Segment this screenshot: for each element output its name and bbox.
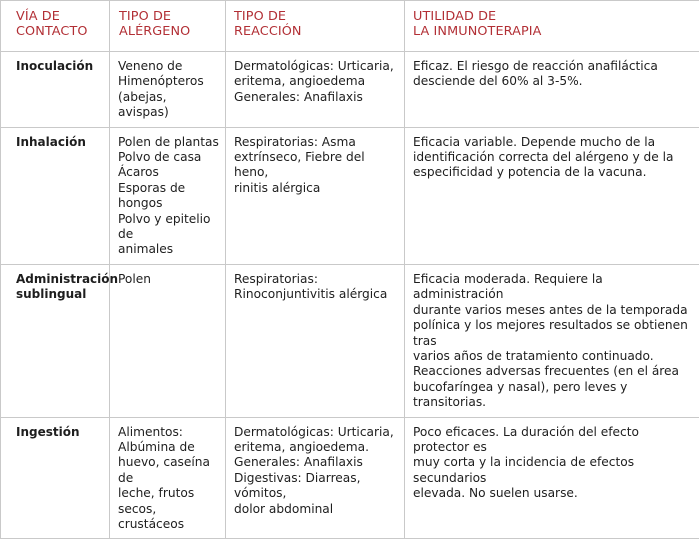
text-line: Alimentos:: [118, 425, 219, 440]
text-line: animales: [118, 242, 219, 257]
text-line: sublingual: [16, 287, 105, 302]
text-line: huevo, caseína de: [118, 455, 219, 486]
text-line: Eficacia variable. Depende mucho de la: [413, 135, 693, 150]
text-line: polínica y los mejores resultados se obtienen tras: [413, 318, 693, 349]
cell-content: [110, 128, 225, 264]
text-line: Esporas de: [118, 181, 219, 196]
text-line: ALÉRGENO: [119, 24, 218, 39]
text-line: Eficacia moderada. Requiere la administración: [413, 272, 693, 303]
cell-content: [1, 265, 109, 309]
cell-utilidad: [405, 127, 699, 264]
header-tipo-de-alergeno: [110, 1, 226, 52]
cell-reaccion: [226, 127, 405, 264]
text-line: eritema, angioedema.: [234, 440, 398, 455]
cell-utilidad: [405, 264, 699, 417]
text-line: durante varios meses antes de la temporada: [413, 303, 693, 318]
text-line: identificación correcta del alérgeno y de la: [413, 150, 693, 165]
header-cell: [110, 1, 225, 46]
text-line: Polen: [118, 272, 219, 287]
cell-content: [110, 418, 225, 539]
text-line: Rinoconjuntivitis alérgica: [234, 287, 398, 302]
cell-content: [1, 52, 109, 80]
text-line: CONTACTO: [16, 24, 102, 39]
cell-content: [226, 418, 404, 523]
header-tipo-de-reaccion: [226, 1, 405, 52]
text-line: muy corta y la incidencia de efectos secundarios: [413, 455, 693, 486]
text-line: Digestivas: Diarreas, vómitos,: [234, 471, 398, 502]
text-line: especificidad y potencia de la vacuna.: [413, 165, 693, 180]
text-line: varios años de tratamiento continuado.: [413, 349, 693, 364]
cell-content: [226, 128, 404, 203]
cell-content: [405, 265, 699, 417]
table-row: [1, 264, 699, 417]
cell-alergeno: [110, 52, 226, 128]
text-line: REACCIÓN: [234, 24, 397, 39]
cell-alergeno: [110, 264, 226, 417]
text-line: Administración: [16, 272, 105, 287]
cell-content: [226, 265, 404, 309]
text-line: Dermatológicas: Urticaria,: [234, 59, 398, 74]
cell-content: [405, 128, 699, 187]
header-cell: [1, 1, 109, 46]
cell-utilidad: [405, 417, 699, 539]
cell-content: [110, 52, 225, 127]
text-line: Ácaros: [118, 165, 219, 180]
text-line: leche, frutos: [118, 486, 219, 501]
table-header-row: [1, 1, 699, 52]
cell-via: [1, 264, 110, 417]
text-line: (abejas, avispas): [118, 90, 219, 121]
text-line: Himenópteros: [118, 74, 219, 89]
table-row: [1, 127, 699, 264]
cell-content: [405, 52, 699, 96]
cell-alergeno: [110, 417, 226, 539]
cell-via: [1, 52, 110, 128]
text-line: Respiratorias:: [234, 272, 398, 287]
cell-content: [1, 418, 109, 446]
text-line: Ingestión: [16, 425, 105, 440]
table-row: [1, 417, 699, 539]
text-line: Generales: Anafilaxis: [234, 455, 398, 470]
text-line: Veneno de: [118, 59, 219, 74]
text-line: TIPO DE: [119, 9, 218, 24]
text-line: Poco eficaces. La duración del efecto protector es: [413, 425, 693, 456]
text-line: Polvo y epitelio de: [118, 212, 219, 243]
text-line: Generales: Anafilaxis: [234, 90, 398, 105]
cell-via: [1, 417, 110, 539]
text-line: Respiratorias: Asma: [234, 135, 398, 150]
text-line: secos, crustáceos: [118, 502, 219, 533]
text-line: Albúmina de: [118, 440, 219, 455]
text-line: Inhalación: [16, 135, 105, 150]
text-line: Polvo de casa: [118, 150, 219, 165]
cell-reaccion: [226, 417, 405, 539]
text-line: Polen de plantas: [118, 135, 219, 150]
text-line: Eficaz. El riesgo de reacción anafiláctica: [413, 59, 693, 74]
text-line: dolor abdominal: [234, 502, 398, 517]
text-line: Reacciones adversas frecuentes (en el área: [413, 364, 693, 379]
cell-utilidad: [405, 52, 699, 128]
text-line: extrínseco, Fiebre del heno,: [234, 150, 398, 181]
header-utilidad-inmunoterapia: [405, 1, 699, 52]
text-line: Dermatológicas: Urticaria,: [234, 425, 398, 440]
text-line: rinitis alérgica: [234, 181, 398, 196]
cell-reaccion: [226, 264, 405, 417]
cell-content: [405, 418, 699, 508]
cell-via: [1, 127, 110, 264]
header-cell: [226, 1, 404, 46]
text-line: LA INMUNOTERAPIA: [413, 24, 692, 39]
text-line: TIPO DE: [234, 9, 397, 24]
table-row: [1, 52, 699, 128]
cell-reaccion: [226, 52, 405, 128]
header-cell: [405, 1, 699, 46]
text-line: hongos: [118, 196, 219, 211]
text-line: eritema, angioedema: [234, 74, 398, 89]
cell-content: [226, 52, 404, 111]
text-line: elevada. No suelen usarse.: [413, 486, 693, 501]
text-line: bucofaríngea y nasal), pero leves y transitorias.: [413, 380, 693, 411]
header-via-de-contacto: [1, 1, 110, 52]
text-line: Inoculación: [16, 59, 105, 74]
text-line: UTILIDAD DE: [413, 9, 692, 24]
cell-content: [1, 128, 109, 156]
text-line: desciende del 60% al 3-5%.: [413, 74, 693, 89]
cell-alergeno: [110, 127, 226, 264]
text-line: VÍA DE: [16, 9, 102, 24]
cell-content: [110, 265, 225, 293]
